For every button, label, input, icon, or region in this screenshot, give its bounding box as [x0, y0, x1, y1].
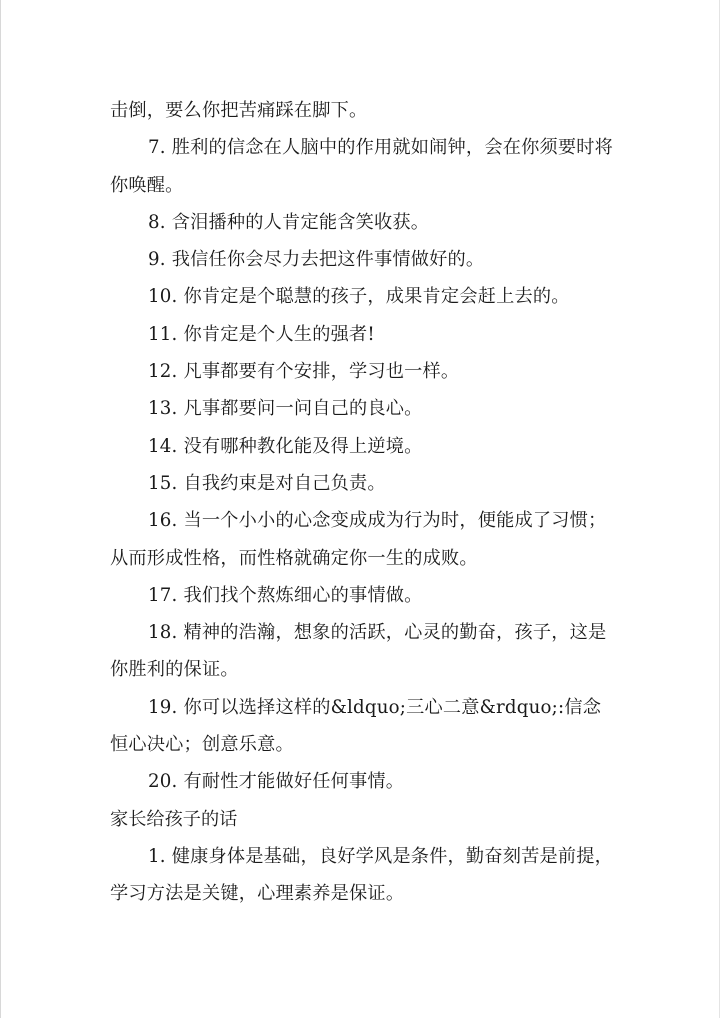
list-item-18: 18. 精神的浩瀚，想象的活跃，心灵的勤奋，孩子，这是你胜利的保证。 [110, 622, 607, 681]
list-item-7: 7. 胜利的信念在人脑中的作用就如闹钟，会在你须要时将你唤醒。 [110, 137, 614, 196]
paragraph-continuation: 击倒，要么你把苦痛踩在脚下。 [110, 100, 368, 121]
list-item-12: 12. 凡事都要有个安排，学习也一样。 [148, 361, 460, 383]
list-item-19: 19. 你可以选择这样的&ldquo;三心二意&rdquo;:信念恒心决心；创意乐意。 [110, 696, 602, 756]
list-item-14: 14. 没有哪种教化能及得上逆境。 [148, 435, 423, 457]
section-heading: 家长给孩子的话 [110, 808, 238, 830]
list-item-16: 16. 当一个小小的心念变成成为行为时，便能成了习惯；从而形成性格，而性格就确定你一生的成败。 [110, 510, 607, 569]
list-item-10: 10. 你肯定是个聪慧的孩子，成果肯定会赶上去的。 [148, 286, 570, 308]
list-item-15: 15. 自我约束是对自己负责。 [148, 472, 386, 494]
document-body [110, 92, 615, 913]
list-item-13: 13. 凡事都要问一问自己的良心。 [148, 398, 423, 420]
section-list-item-1: 1. 健康身体是基础，良好学风是条件，勤奋刻苦是前提，学习方法是关键，心理素养是保证。 [110, 845, 614, 905]
list-item-17: 17. 我们找个熬炼细心的事情做。 [148, 584, 423, 606]
list-item-11: 11. 你肯定是个人生的强者! [148, 323, 375, 345]
list-item-20: 20. 有耐性才能做好任何事情。 [148, 771, 405, 793]
list-item-8: 8. 含泪播种的人肯定能含笑收获。 [148, 211, 430, 233]
list-item-9: 9. 我信任你会尽力去把这件事情做好的。 [148, 249, 485, 271]
